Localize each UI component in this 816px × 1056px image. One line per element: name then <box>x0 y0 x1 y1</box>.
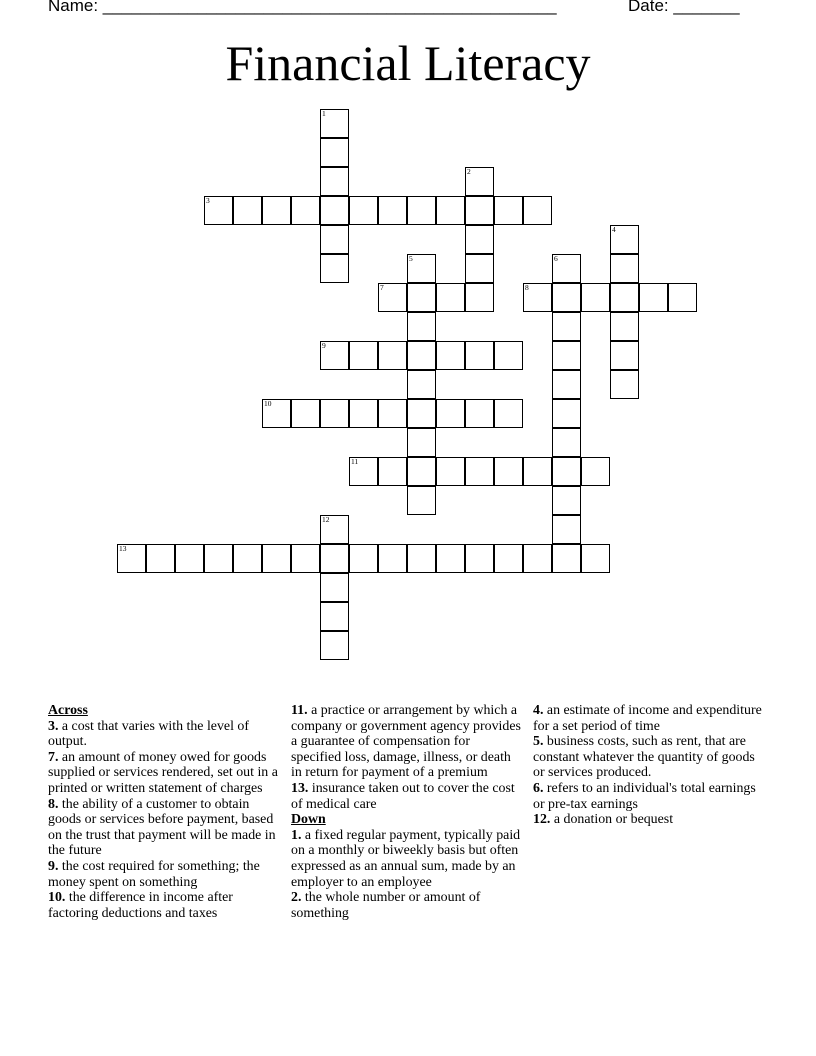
clue-number: 13. <box>291 780 309 796</box>
cell-number: 6 <box>554 254 558 263</box>
crossword-cell[interactable] <box>639 283 668 312</box>
crossword-cell[interactable] <box>407 399 436 428</box>
crossword-cell[interactable] <box>378 544 407 573</box>
crossword-cell[interactable] <box>320 225 349 254</box>
crossword-cell[interactable] <box>291 196 320 225</box>
crossword-cell[interactable] <box>407 428 436 457</box>
crossword-cell[interactable] <box>436 196 465 225</box>
crossword-cell[interactable] <box>465 225 494 254</box>
crossword-cell[interactable] <box>320 544 349 573</box>
crossword-cell[interactable] <box>233 544 262 573</box>
crossword-cell[interactable] <box>465 341 494 370</box>
clue-number: 4. <box>533 703 544 718</box>
crossword-cell[interactable] <box>552 370 581 399</box>
clue-down-1 <box>291 828 523 890</box>
crossword-cell[interactable] <box>146 544 175 573</box>
crossword-cell[interactable] <box>349 457 378 486</box>
crossword-cell[interactable] <box>552 544 581 573</box>
clue-down-4 <box>533 703 769 734</box>
date-field-label: Date: _______ <box>628 0 740 15</box>
crossword-cell[interactable] <box>552 428 581 457</box>
cell-number: 8 <box>525 283 529 292</box>
cell-number: 11 <box>351 457 359 466</box>
clue-number: 3. <box>48 718 59 734</box>
cell-number: 4 <box>612 225 616 234</box>
crossword-cell[interactable] <box>262 399 291 428</box>
clue-column-1 <box>48 703 284 921</box>
crossword-cell[interactable] <box>494 457 523 486</box>
crossword-cell[interactable] <box>378 457 407 486</box>
crossword-cell[interactable] <box>175 544 204 573</box>
crossword-cell[interactable] <box>320 631 349 660</box>
crossword-cell[interactable] <box>349 399 378 428</box>
crossword-cell[interactable] <box>407 370 436 399</box>
crossword-cell[interactable] <box>610 341 639 370</box>
cell-number: 7 <box>380 283 384 292</box>
crossword-cell[interactable] <box>610 370 639 399</box>
clue-text: insurance taken out to cover the cost of medical care <box>291 780 515 812</box>
crossword-cell[interactable] <box>407 312 436 341</box>
clue-number: 10. <box>48 890 66 906</box>
cell-number: 10 <box>264 399 272 408</box>
crossword-cell[interactable] <box>610 225 639 254</box>
clue-number: 12. <box>533 812 551 828</box>
crossword-cell[interactable] <box>407 283 436 312</box>
crossword-cell[interactable] <box>552 486 581 515</box>
crossword-cell[interactable] <box>320 515 349 544</box>
clue-number: 11. <box>291 703 308 718</box>
crossword-cell[interactable] <box>378 196 407 225</box>
crossword-cell[interactable] <box>378 399 407 428</box>
crossword-cell[interactable] <box>407 341 436 370</box>
clue-number: 2. <box>291 890 302 906</box>
clue-across-3 <box>48 719 284 750</box>
crossword-cell[interactable] <box>465 399 494 428</box>
crossword-cell[interactable] <box>581 283 610 312</box>
crossword-cell[interactable] <box>465 457 494 486</box>
crossword-cell[interactable] <box>552 515 581 544</box>
cell-number: 12 <box>322 515 330 524</box>
crossword-cell[interactable] <box>320 109 349 138</box>
crossword-cell[interactable] <box>552 341 581 370</box>
crossword-cell[interactable] <box>349 544 378 573</box>
clue-number: 8. <box>48 796 59 812</box>
crossword-cell[interactable] <box>494 341 523 370</box>
crossword-cell[interactable] <box>320 254 349 283</box>
crossword-cell[interactable] <box>581 457 610 486</box>
clue-across-8 <box>48 797 284 859</box>
crossword-cell[interactable] <box>320 196 349 225</box>
clue-down-5 <box>533 734 769 781</box>
crossword-cell[interactable] <box>465 196 494 225</box>
crossword-cell[interactable] <box>233 196 262 225</box>
clue-text: business costs, such as rent, that are constant whatever the quantity of goods or services produced. <box>533 734 755 781</box>
crossword-cell[interactable] <box>465 544 494 573</box>
cell-number: 9 <box>322 341 326 350</box>
crossword-cell[interactable] <box>552 312 581 341</box>
clue-text: an amount of money owed for goods supplied or services rendered, set out in a printed or written statement of charges <box>48 749 278 796</box>
crossword-cell[interactable] <box>581 544 610 573</box>
crossword-cell[interactable] <box>320 573 349 602</box>
crossword-cell[interactable] <box>436 544 465 573</box>
crossword-cell[interactable] <box>610 254 639 283</box>
clue-text: the whole number or amount of something <box>291 890 481 921</box>
crossword-cell[interactable] <box>552 399 581 428</box>
clue-down-6 <box>533 781 769 812</box>
clue-text: refers to an individual's total earnings or pre-tax earnings <box>533 780 756 812</box>
clue-number: 5. <box>533 734 544 750</box>
clue-down-12 <box>533 812 769 828</box>
crossword-cell[interactable] <box>610 312 639 341</box>
clue-number: 9. <box>48 858 59 874</box>
clue-across-7 <box>48 750 284 797</box>
crossword-cell[interactable] <box>523 457 552 486</box>
crossword-cell[interactable] <box>320 167 349 196</box>
clue-number: 7. <box>48 749 59 765</box>
crossword-cell[interactable] <box>523 544 552 573</box>
cell-number: 2 <box>467 167 471 176</box>
crossword-cell[interactable] <box>204 196 233 225</box>
crossword-cell[interactable] <box>552 283 581 312</box>
crossword-cell[interactable] <box>436 283 465 312</box>
clue-number: 6. <box>533 780 544 796</box>
crossword-cell[interactable] <box>378 341 407 370</box>
clue-down-2 <box>291 890 523 921</box>
clue-text: an estimate of income and expenditure for a set period of time <box>533 703 762 734</box>
crossword-cell[interactable] <box>436 457 465 486</box>
clue-across-13 <box>291 781 523 812</box>
clue-across-11 <box>291 703 523 781</box>
crossword-cell[interactable] <box>204 544 233 573</box>
name-field-label: Name: ________________________________________________ <box>48 0 557 15</box>
page-title: Financial Literacy <box>225 35 591 91</box>
clue-number: 1. <box>291 827 302 843</box>
clue-across-10 <box>48 890 284 921</box>
crossword-cell[interactable] <box>262 196 291 225</box>
crossword-cell[interactable] <box>407 254 436 283</box>
clue-text: the cost required for something; the money spent on something <box>48 858 260 890</box>
crossword-cell[interactable] <box>320 341 349 370</box>
cell-number: 5 <box>409 254 413 263</box>
crossword-cell[interactable] <box>291 399 320 428</box>
clue-text: a cost that varies with the level of output. <box>48 718 249 750</box>
crossword-cell[interactable] <box>407 486 436 515</box>
clue-column-3 <box>533 703 769 828</box>
crossword-cell[interactable] <box>494 196 523 225</box>
crossword-cell[interactable] <box>436 341 465 370</box>
cell-number: 1 <box>322 109 326 118</box>
across-heading: Across <box>48 703 88 718</box>
crossword-cell[interactable] <box>407 196 436 225</box>
crossword-cell[interactable] <box>320 138 349 167</box>
crossword-cell[interactable] <box>523 196 552 225</box>
crossword-cell[interactable] <box>523 283 552 312</box>
crossword-cell[interactable] <box>668 283 697 312</box>
crossword-cell[interactable] <box>465 254 494 283</box>
clue-text: a fixed regular payment, typically paid on a monthly or biweekly basis but often expressed as an annual sum, made by an employer to an employee <box>291 827 521 890</box>
crossword-cell[interactable] <box>291 544 320 573</box>
crossword-cell[interactable] <box>262 544 291 573</box>
clue-text: the difference in income after factoring deductions and taxes <box>48 890 233 921</box>
clue-across-9 <box>48 859 284 890</box>
cell-number: 13 <box>119 544 127 553</box>
clue-text: the ability of a customer to obtain goods or services before payment, based on the trust that payment will be made in the future <box>48 796 276 859</box>
crossword-cell[interactable] <box>407 457 436 486</box>
crossword-cell[interactable] <box>117 544 146 573</box>
crossword-cell[interactable] <box>378 283 407 312</box>
crossword-cell[interactable] <box>610 283 639 312</box>
crossword-cell[interactable] <box>320 399 349 428</box>
cell-number: 3 <box>206 196 210 205</box>
clue-text: a practice or arrangement by which a company or government agency provides a guarantee of compensation for specified loss, damage, illness, or death in return for payment of a premium <box>291 703 521 781</box>
crossword-cell[interactable] <box>436 399 465 428</box>
crossword-cell[interactable] <box>494 399 523 428</box>
crossword-cell[interactable] <box>349 196 378 225</box>
crossword-cell[interactable] <box>407 544 436 573</box>
crossword-cell[interactable] <box>465 283 494 312</box>
crossword-cell[interactable] <box>465 167 494 196</box>
crossword-cell[interactable] <box>552 457 581 486</box>
crossword-cell[interactable] <box>320 602 349 631</box>
crossword-cell[interactable] <box>349 341 378 370</box>
crossword-cell[interactable] <box>494 544 523 573</box>
down-heading: Down <box>291 812 326 828</box>
clue-column-2 <box>291 703 523 921</box>
crossword-cell[interactable] <box>552 254 581 283</box>
clue-text: a donation or bequest <box>553 812 674 828</box>
